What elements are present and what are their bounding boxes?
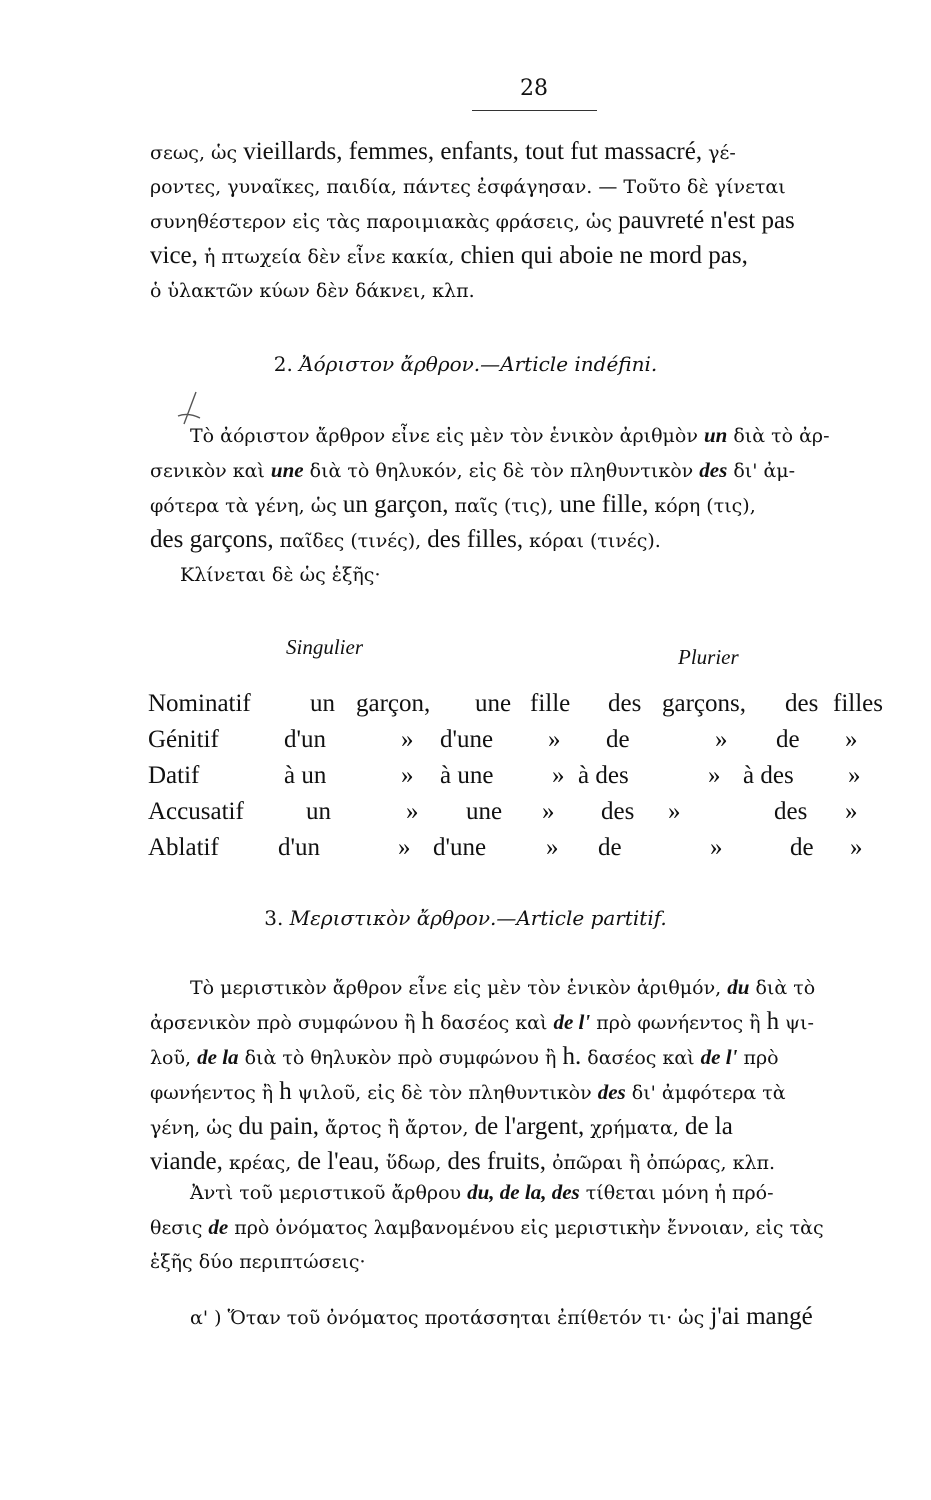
- french-text: chien qui aboie ne mord pas,: [460, 242, 748, 269]
- french-text: des garçons,: [150, 526, 274, 553]
- greek-text: ἡ πτωχεία δὲν εἶνε κακία,: [203, 246, 455, 268]
- section-number: 2.: [273, 352, 293, 376]
- table-cell: d'une: [433, 834, 487, 861]
- greek-text: α' ) Ὅταν τοῦ ὀνόματος προτάσσηται ἐπίθετόν τι· ὡς: [190, 1307, 705, 1329]
- table-cell: »: [546, 834, 559, 861]
- greek-text: γένη, ὡς: [150, 1117, 233, 1139]
- greek-text: διὰ τὸ θηλυκὸν πρὸ συμφώνου ἢ: [244, 1047, 557, 1069]
- table-cell: »: [845, 726, 858, 753]
- greek-text: συνηθέστερον εἰς τὰς παροιμιακὰς φράσεις, ὡς: [150, 211, 613, 233]
- table-header-plural: Plurier: [678, 645, 739, 669]
- french-text: h: [421, 1008, 435, 1035]
- table-cell: des: [785, 690, 819, 717]
- greek-text: λοῦ,: [150, 1047, 192, 1069]
- greek-text: ροντες, γυναῖκες, παιδία, πάντες ἐσφάγησαν. — Τοῦτο δὲ γίνεται: [150, 176, 786, 198]
- french-text: h: [766, 1008, 780, 1035]
- text-line: [150, 1040, 890, 1075]
- french-text: des fruits,: [447, 1148, 547, 1175]
- table-cell: »: [406, 798, 419, 825]
- text-line: [150, 1175, 890, 1210]
- table-cell: »: [398, 834, 411, 861]
- greek-text: Τὸ ἀόριστον ἄρθρον εἶνε εἰς μὲν τὸν ἑνικὸν ἀριθμὸν: [190, 425, 698, 447]
- table-row: [148, 726, 888, 760]
- french-text: de l'argent,: [474, 1113, 585, 1140]
- paragraph-1: [150, 135, 890, 308]
- section-title-greek: Ἀόριστον ἄρθρον.: [299, 352, 481, 376]
- french-text: de l'eau,: [297, 1148, 380, 1175]
- french-text: pauvreté n'est pas: [618, 207, 795, 234]
- table-cell: »: [850, 834, 863, 861]
- table-row: [148, 798, 888, 832]
- table-row: [148, 762, 888, 796]
- french-term: de l': [553, 1010, 591, 1034]
- greek-text: ἑξῆς δύο περιπτώσεις·: [150, 1251, 366, 1273]
- french-term: une: [270, 458, 304, 482]
- table-cell: à un: [284, 762, 327, 789]
- table-cell: garçons,: [662, 690, 746, 717]
- table-cell: »: [715, 726, 728, 753]
- text-line: [150, 1245, 890, 1279]
- greek-text: κόρη (τις),: [654, 495, 756, 517]
- greek-text: Κλίνεται δὲ ὡς ἑξῆς·: [180, 564, 381, 586]
- french-term: du, de la, des: [467, 1180, 580, 1204]
- text-line: [150, 558, 890, 592]
- text-line: [150, 204, 890, 239]
- text-line: [150, 1005, 890, 1040]
- text-line: [150, 170, 890, 204]
- table-row: [148, 690, 888, 724]
- table-cell: à des: [578, 762, 629, 789]
- section-title-greek: Μεριστικὸν ἄρθρον.: [289, 906, 497, 930]
- greek-text: ψι-: [785, 1012, 814, 1034]
- greek-text: τίθεται μόνη ἡ πρό-: [585, 1182, 774, 1204]
- text-line: [150, 1075, 890, 1110]
- case-name: Nominatif: [148, 690, 251, 717]
- table-cell: un: [306, 798, 331, 825]
- greek-text: παῖς (τις),: [454, 495, 554, 517]
- greek-text: διὰ τὸ: [755, 977, 816, 999]
- french-text: de la: [684, 1113, 733, 1140]
- table-cell: une: [475, 690, 512, 717]
- french-term: un: [703, 423, 728, 447]
- table-cell: »: [542, 798, 555, 825]
- greek-text: ὀπῶραι ἢ ὀπώρας, κλπ.: [552, 1152, 776, 1174]
- greek-text: Τὸ μεριστικὸν ἄρθρον εἶνε εἰς μὲν τὸν ἑνικὸν ἀριθμόν,: [190, 977, 722, 999]
- table-cell: »: [548, 726, 561, 753]
- table-cell: un: [310, 690, 335, 717]
- french-text: viande,: [150, 1148, 223, 1175]
- greek-text: ἄρτος ἢ ἄρτον,: [325, 1117, 469, 1139]
- greek-text: δασέος καὶ: [440, 1012, 548, 1034]
- paragraph-3: [150, 970, 890, 1180]
- case-name: Accusatif: [148, 798, 244, 825]
- french-term: de: [208, 1215, 229, 1239]
- greek-text: ψιλοῦ, εἰς δὲ τὸν πληθυντικὸν: [297, 1082, 592, 1104]
- greek-text: διὰ τὸ ἀρ-: [733, 425, 830, 447]
- text-line: [150, 418, 890, 453]
- greek-text: ἀρσενικὸν πρὸ συμφώνου ἢ: [150, 1012, 416, 1034]
- table-cell: »: [552, 762, 565, 789]
- table-cell: »: [848, 762, 861, 789]
- french-term: du: [727, 975, 750, 999]
- section-title-french: —Article indéfini.: [480, 352, 658, 376]
- text-line: [150, 239, 890, 274]
- table-cell: des: [774, 798, 808, 825]
- table-cell: d'une: [440, 726, 494, 753]
- french-text: h.: [562, 1043, 582, 1070]
- greek-text: γέ-: [708, 142, 736, 164]
- section-title-french: —Article partitif.: [496, 906, 667, 930]
- text-line: [150, 135, 890, 170]
- greek-text: διὰ τὸ θηλυκόν, εἰς δὲ τὸν πληθυντικὸν: [309, 460, 694, 482]
- section-heading-2: [0, 352, 931, 376]
- text-line: [150, 1300, 890, 1335]
- greek-text: ὕδωρ,: [385, 1152, 442, 1174]
- case-name: Génitif: [148, 726, 219, 753]
- section-number: 3.: [264, 906, 284, 930]
- text-line: [150, 274, 890, 308]
- page-number-rule: [472, 110, 597, 111]
- greek-text: κόραι (τινές).: [529, 530, 661, 552]
- greek-text: πρὸ: [743, 1047, 779, 1069]
- greek-text: κρέας,: [228, 1152, 292, 1174]
- greek-text: παῖδες (τινές),: [279, 530, 422, 552]
- table-cell: garçon,: [356, 690, 431, 717]
- table-cell: à une: [440, 762, 494, 789]
- french-text: du pain,: [238, 1113, 319, 1140]
- greek-text: ὁ ὑλακτῶν κύων δὲν δάκνει, κλπ.: [150, 280, 475, 302]
- case-name: Ablatif: [148, 834, 219, 861]
- greek-text: δι' ἀμφότερα τὰ: [631, 1082, 786, 1104]
- french-term: de la: [197, 1045, 239, 1069]
- text-line: [150, 488, 890, 523]
- page-number: 28: [520, 76, 548, 101]
- french-text: j'ai mangé: [710, 1303, 813, 1330]
- table-cell: une: [466, 798, 503, 825]
- table-cell: »: [845, 798, 858, 825]
- table-header-singular: Singulier: [286, 635, 363, 659]
- french-text: des filles,: [427, 526, 524, 553]
- table-cell: des: [601, 798, 635, 825]
- paragraph-2: [150, 418, 890, 592]
- french-text: une fille,: [559, 491, 649, 518]
- table-cell: »: [401, 762, 414, 789]
- table-row: [148, 834, 888, 868]
- french-term: de l': [700, 1045, 738, 1069]
- greek-text: δι' ἀμ-: [733, 460, 796, 482]
- text-line: [150, 1110, 890, 1145]
- greek-text: δασέος καὶ: [587, 1047, 695, 1069]
- section-heading-3: [0, 906, 931, 930]
- table-cell: des: [608, 690, 642, 717]
- text-line: [150, 523, 890, 558]
- table-cell: filles: [833, 690, 883, 717]
- table-cell: de: [598, 834, 622, 861]
- greek-text: Ἀντὶ τοῦ μεριστικοῦ ἄρθρου: [190, 1182, 462, 1204]
- greek-text: χρήματα,: [590, 1117, 679, 1139]
- greek-text: πρὸ ὀνόματος λαμβανομένου εἰς μεριστικὴν ἔννοιαν, εἰς τὰς: [234, 1217, 824, 1239]
- table-cell: fille: [530, 690, 571, 717]
- french-text: un garçon,: [342, 491, 449, 518]
- table-cell: »: [710, 834, 723, 861]
- greek-text: πρὸ φωνήεντος ἢ: [596, 1012, 761, 1034]
- table-cell: »: [708, 762, 721, 789]
- text-line: [150, 453, 890, 488]
- greek-text: φότερα τὰ γένη, ὡς: [150, 495, 337, 517]
- table-cell: d'un: [278, 834, 321, 861]
- french-term: des: [699, 458, 728, 482]
- french-text: vieillards, femmes, enfants, tout fut massacré,: [243, 138, 703, 165]
- french-text: h: [279, 1078, 292, 1105]
- table-cell: de: [606, 726, 630, 753]
- paragraph-5: [150, 1300, 890, 1335]
- french-term: des: [597, 1080, 626, 1104]
- table-cell: de: [790, 834, 814, 861]
- greek-text: σενικὸν καὶ: [150, 460, 265, 482]
- french-text: vice,: [150, 242, 198, 269]
- table-cell: de: [776, 726, 800, 753]
- table-cell: à des: [743, 762, 794, 789]
- text-line: [150, 1210, 890, 1245]
- case-name: Datif: [148, 762, 200, 789]
- greek-text: φωνήεντος ἢ: [150, 1082, 274, 1104]
- greek-text: σεως, ὡς: [150, 142, 238, 164]
- table-cell: »: [668, 798, 681, 825]
- table-cell: »: [401, 726, 414, 753]
- table-cell: d'un: [284, 726, 327, 753]
- text-line: [150, 970, 890, 1005]
- greek-text: θεσις: [150, 1217, 203, 1239]
- paragraph-4: [150, 1175, 890, 1279]
